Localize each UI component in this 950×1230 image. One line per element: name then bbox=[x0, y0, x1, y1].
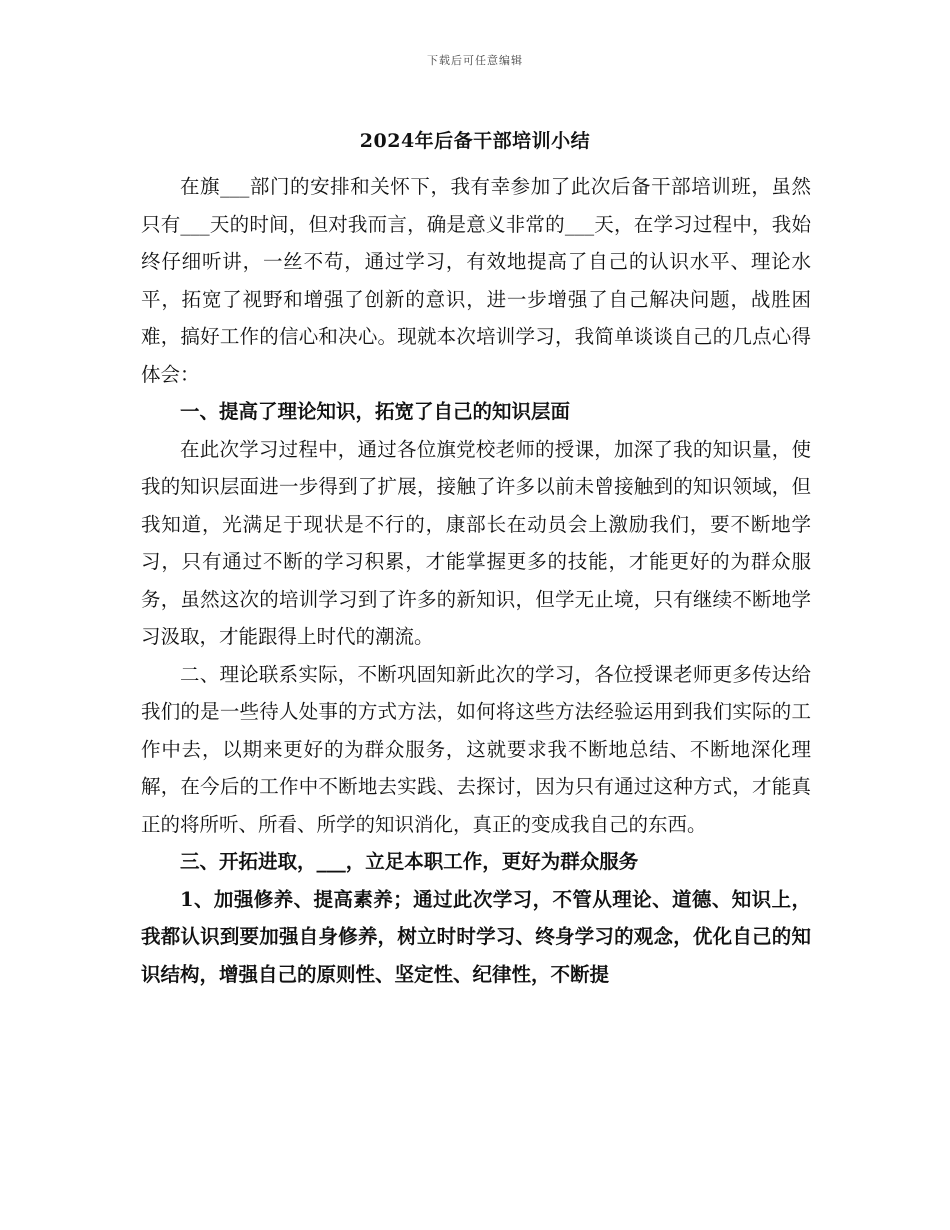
download-note: 下载后可任意编辑 bbox=[427, 54, 523, 67]
section-3-point-1: 1、加强修养、提高素养；通过此次学习，不管从理论、道德、知识上，我都认识到要加强自身修养，树立时时学习、终身学习的观念，优化自己的知识结构，增强自己的原则性、坚定性、纪律性，不断提 bbox=[141, 887, 811, 986]
intro-paragraph: 在旗___部门的安排和关怀下，我有幸参加了此次后备干部培训班，虽然只有___天的时间，但对我而言，确是意义非常的___天，在学习过程中，我始终仔细听讲，一丝不苟，通过学习，有效地提高了自己的认识水平、理论水平，拓宽了视野和增强了创新的意识，进一步增强了自己解决问题，战胜困难，搞好工作的信心和决心。现就本次培训学习，我简单谈谈自己的几点心得体会： bbox=[141, 175, 811, 386]
section-1-paragraph: 在此次学习过程中，通过各位旗党校老师的授课，加深了我的知识量，使我的知识层面进一步得到了扩展，接触了许多以前未曾接触到的知识领域，但我知道，光满足于现状是不行的，康部长在动员会上激励我们，要不断地学习，只有通过不断的学习积累，才能掌握更多的技能，才能更好的为群众服务，虽然这次的培训学习到了许多的新知识，但学无止境，只有继续不断地学习汲取，才能跟得上时代的潮流。 bbox=[141, 437, 811, 648]
document-title: 2024年后备干部培训小结 bbox=[359, 130, 591, 152]
section-heading-3: 三、开拓进取，___，立足本职工作，更好为群众服务 bbox=[180, 850, 639, 873]
section-heading-1: 一、提高了理论知识，拓宽了自己的知识层面 bbox=[180, 400, 571, 423]
section-2-paragraph: 二、理论联系实际，不断巩固知新此次的学习，各位授课老师更多传达给我们的是一些待人处事的方式方法，如何将这些方法经验运用到我们实际的工作中去，以期来更好的为群众服务，这就要求我不断地总结、不断地深化理解，在今后的工作中不断地去实践、去探讨，因为只有通过这种方式，才能真正的将所听、所看、所学的知识消化，真正的变成我自己的东西。 bbox=[141, 662, 811, 836]
document-body bbox=[141, 168, 811, 993]
